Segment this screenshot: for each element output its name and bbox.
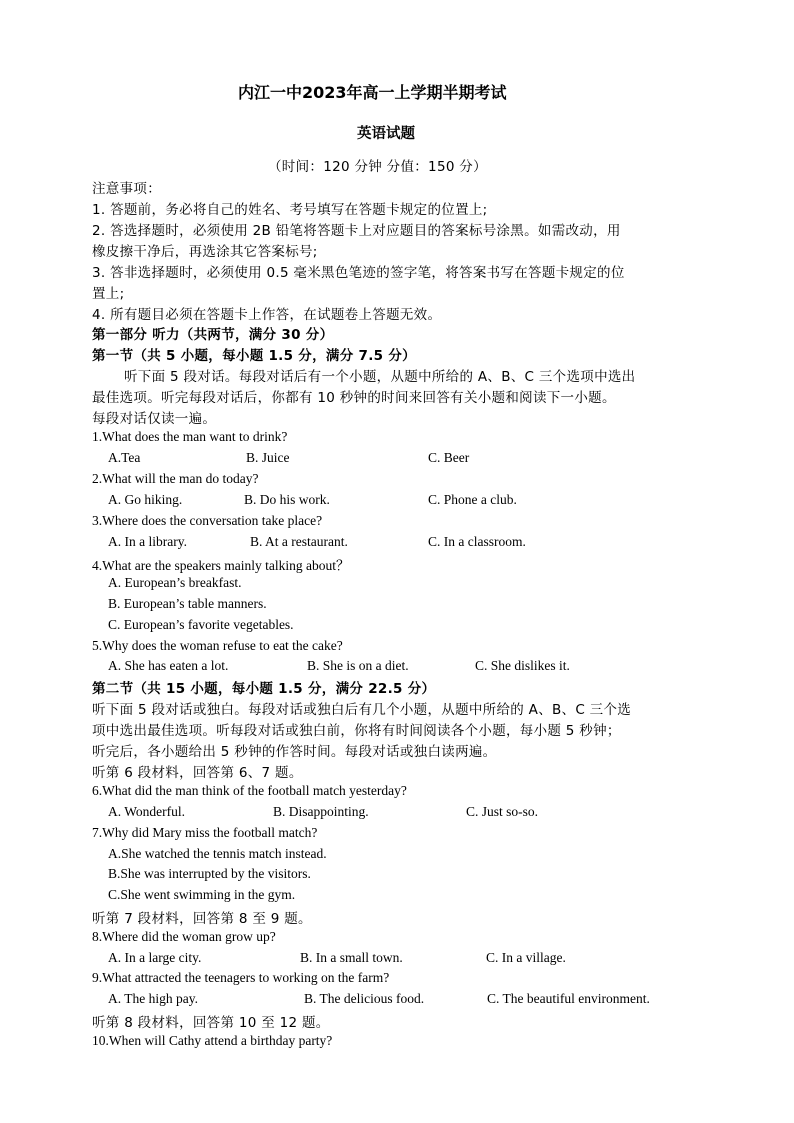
question-6-option-b: B. Disappointing.: [273, 804, 369, 819]
question-6-option-c: C. Just so-so.: [466, 804, 539, 819]
question-8-stem: 8.Where did the woman grow up?: [92, 929, 276, 944]
question-7-stem: 7.Why did Mary miss the football match?: [92, 825, 318, 840]
question-2-option-a: A. Go hiking.: [108, 492, 183, 507]
section1-instruction-2: 最佳选项。听完每段对话后，你都有 10 秒钟的时间来回答有关小题和阅读下一小题。: [92, 390, 616, 406]
question-9-option-c: C. The beautiful environment.: [487, 991, 650, 1006]
question-3-option-a: A. In a library.: [108, 534, 187, 549]
question-7-option-a: A.She watched the tennis match instead.: [108, 846, 327, 861]
section2-instruction-3: 听完后，各小题给出 5 秒钟的作答时间。每段对话或独白读两遍。: [92, 744, 497, 760]
section1-heading: 第一节（共 5 小题，每小题 1.5 分，满分 7.5 分）: [92, 348, 416, 364]
question-1-option-b: B. Juice: [246, 450, 290, 465]
material-8-instruction: 听第 8 段材料，回答第 10 至 12 题。: [92, 1015, 330, 1031]
notice-line-2b: 橡皮擦干净后，再选涂其它答案标号;: [92, 244, 318, 260]
notice-heading: 注意事项：: [92, 181, 161, 197]
question-3-option-b: B. At a restaurant.: [250, 534, 348, 549]
question-4-option-a: A. European’s breakfast.: [108, 575, 242, 590]
question-6-stem: 6.What did the man think of the football match yesterday?: [92, 783, 407, 798]
question-7-option-b: B.She was interrupted by the visitors.: [108, 866, 311, 881]
question-10-stem: 10.When will Cathy attend a birthday party?: [92, 1033, 333, 1048]
question-9-option-a: A. The high pay.: [108, 991, 198, 1006]
question-9-option-b: B. The delicious food.: [304, 991, 425, 1006]
time-info: （时间：120 分钟 分值：150 分）: [268, 159, 487, 175]
question-8-option-c: C. In a village.: [486, 950, 566, 965]
exam-subtitle: 英语试题: [357, 126, 415, 142]
section2-instruction-2: 项中选出最佳选项。听每段对话或独白前，你将有时间阅读各个小题，每小题 5 秒钟；: [92, 723, 621, 739]
exam-title: 内江一中2023年高一上学期半期考试: [238, 83, 507, 102]
notice-line-1: 1. 答题前，务必将自己的姓名、考号填写在答题卡规定的位置上;: [92, 202, 488, 218]
question-4-option-c: C. European’s favorite vegetables.: [108, 617, 294, 632]
question-1-option-a: A.Tea: [108, 450, 141, 465]
question-5-option-b: B. She is on a diet.: [307, 658, 409, 673]
question-3-stem: 3.Where does the conversation take place?: [92, 513, 323, 528]
question-8-option-a: A. In a large city.: [108, 950, 202, 965]
material-7-instruction: 听第 7 段材料，回答第 8 至 9 题。: [92, 911, 312, 927]
part1-heading: 第一部分 听力（共两节，满分 30 分）: [92, 327, 334, 343]
question-7-option-c: C.She went swimming in the gym.: [108, 887, 296, 902]
notice-line-2a: 2. 答选择题时，必须使用 2B 铅笔将答题卡上对应题目的答案标号涂黑。如需改动，用: [92, 223, 621, 239]
notice-line-4: 4. 所有题目必须在答题卡上作答，在试题卷上答题无效。: [92, 307, 442, 323]
section2-heading: 第二节（共 15 小题，每小题 1.5 分，满分 22.5 分）: [92, 681, 436, 697]
question-5-option-a: A. She has eaten a lot.: [108, 658, 229, 673]
question-1-stem: 1.What does the man want to drink?: [92, 429, 288, 444]
question-2-option-b: B. Do his work.: [244, 492, 330, 507]
question-4-option-b: B. European’s table manners.: [108, 596, 267, 611]
question-1-option-c: C. Beer: [428, 450, 470, 465]
question-2-stem: 2.What will the man do today?: [92, 471, 259, 486]
question-6-option-a: A. Wonderful.: [108, 804, 186, 819]
question-4-stem: 4.What are the speakers mainly talking about？: [92, 558, 350, 573]
material-6-instruction: 听第 6 段材料，回答第 6、7 题。: [92, 765, 303, 781]
notice-line-3a: 3. 答非选择题时，必须使用 0.5 毫米黑色笔迹的签字笔，将答案书写在答题卡规定的位: [92, 265, 625, 281]
question-3-option-c: C. In a classroom.: [428, 534, 526, 549]
question-8-option-b: B. In a small town.: [300, 950, 403, 965]
question-9-stem: 9.What attracted the teenagers to working on the farm?: [92, 970, 390, 985]
question-5-stem: 5.Why does the woman refuse to eat the cake?: [92, 638, 343, 653]
question-2-option-c: C. Phone a club.: [428, 492, 517, 507]
notice-line-3b: 置上;: [92, 286, 125, 302]
section1-instruction-3: 每段对话仅读一遍。: [92, 411, 217, 427]
section2-instruction-1: 听下面 5 段对话或独白。每段对话或独白后有几个小题，从题中所给的 A、B、C 三个选: [92, 702, 632, 718]
section1-instruction-1: 听下面 5 段对话。每段对话后有一个小题，从题中所给的 A、B、C 三个选项中选出: [124, 369, 636, 385]
question-5-option-c: C. She dislikes it.: [475, 658, 570, 673]
